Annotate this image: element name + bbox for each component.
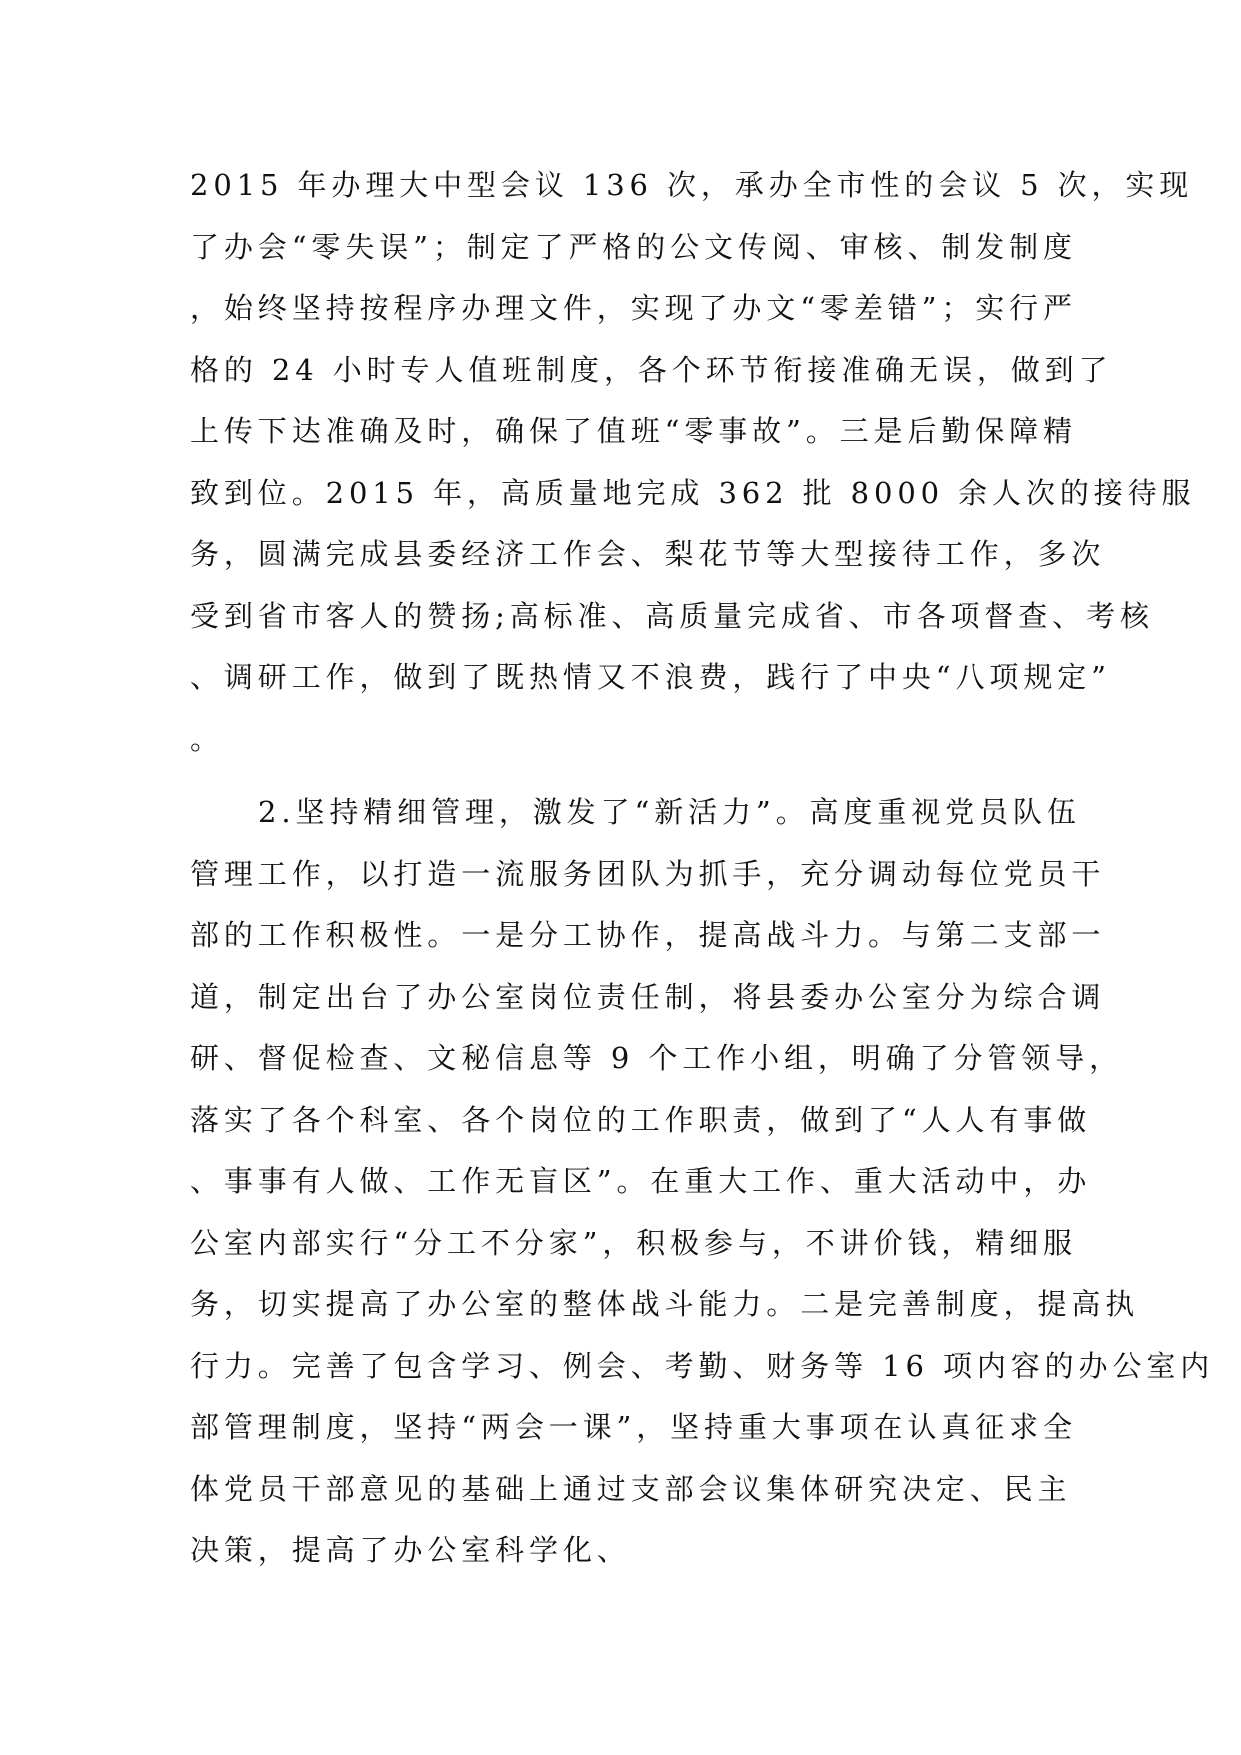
body-text	[190, 155, 1215, 1582]
text-line: 、事事有人做、工作无盲区”。在重大工作、重大活动中，办	[190, 1164, 1092, 1198]
text-line: 受到省市客人的赞扬;高标准、高质量完成省、市各项督查、考核	[190, 598, 1154, 633]
text-line: 部管理制度，坚持“两会一课”，坚持重大事项在认真征求全	[190, 1410, 1077, 1444]
paragraph-2	[190, 782, 1215, 1582]
paragraph-spacer	[190, 770, 1070, 782]
text-line: 决策，提高了办公室科学化、	[190, 1533, 631, 1567]
text-line: 道，制定出台了办公室岗位责任制，将县委办公室分为综合调	[190, 979, 1106, 1014]
text-line: ，始终坚持按程序办理文件，实现了办文“零差错”；实行严	[190, 291, 1077, 325]
text-line: 格的 24 小时专人值班制度，各个环节衔接准确无误，做到了	[190, 352, 1113, 387]
paragraph-1	[190, 155, 1196, 770]
text-line: 上传下达准确及时，确保了值班“零事故”。三是后勤保障精	[190, 414, 1077, 448]
text-line: 2.坚持精细管理，激发了“新活力”。高度重视党员队伍	[258, 795, 1081, 829]
text-line: 了办会“零失误”；制定了严格的公文传阅、审核、制发制度	[190, 229, 1077, 264]
text-line: 行力。完善了包含学习、例会、考勤、财务等 16 项内容的办公室内	[190, 1348, 1215, 1383]
text-line: 研、督促检查、文秘信息等 9 个工作小组，明确了分管领导，	[190, 1041, 1123, 1075]
text-line: 部的工作积极性。一是分工协作，提高战斗力。与第二支部一	[190, 918, 1106, 952]
text-line: 、调研工作，做到了既热情又不浪费，践行了中央“八项规定”	[190, 660, 1111, 694]
text-line: 务，切实提高了办公室的整体战斗能力。二是完善制度，提高执	[190, 1287, 1140, 1321]
text-line: 落实了各个科室、各个岗位的工作职责，做到了“人人有事做	[190, 1102, 1092, 1137]
text-line: 致到位。2015 年，高质量地完成 362 批 8000 余人次的接待服	[190, 475, 1196, 510]
text-line: 公室内部实行“分工不分家”，积极参与，不讲价钱，精细服	[190, 1225, 1077, 1260]
text-line: 。	[190, 721, 224, 756]
text-line: 管理工作，以打造一流服务团队为抓手，充分调动每位党员干	[190, 856, 1106, 891]
text-line: 务，圆满完成县委经济工作会、梨花节等大型接待工作，多次	[190, 537, 1106, 571]
text-line: 体党员干部意见的基础上通过支部会议集体研究决定、民主	[190, 1471, 1072, 1506]
text-line: 2015 年办理大中型会议 136 次，承办全市性的会议 5 次，实现	[190, 168, 1194, 202]
